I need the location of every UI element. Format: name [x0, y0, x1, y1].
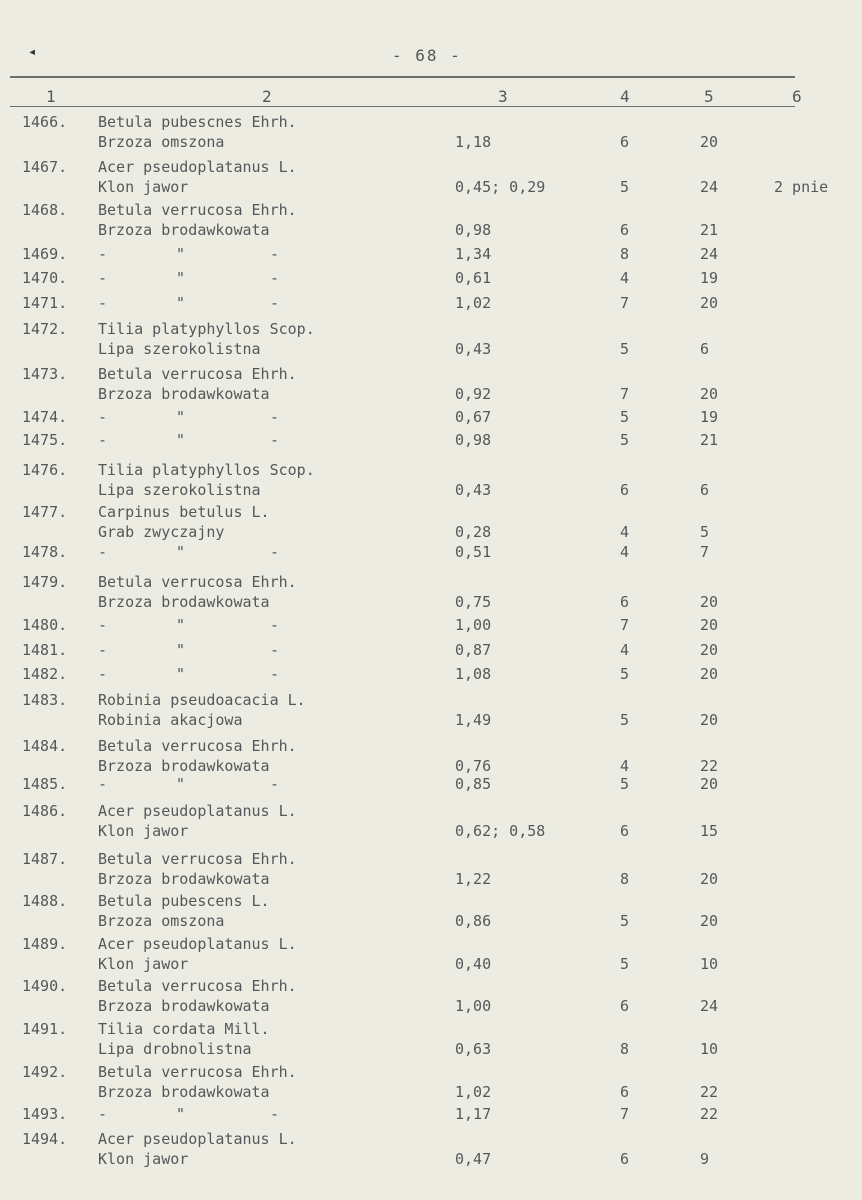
- crown-value: 6: [620, 822, 630, 840]
- height-value: 10: [700, 1040, 719, 1058]
- entry-number: 1475.: [22, 431, 68, 449]
- crown-value: 7: [620, 616, 630, 634]
- ditto-mark: -: [270, 294, 280, 312]
- crown-value: 4: [620, 523, 630, 541]
- ditto-mark: -: [98, 641, 108, 659]
- ditto-mark: -: [270, 1105, 280, 1123]
- trunk-circumference: 0,43: [455, 481, 492, 499]
- ditto-mark: -: [98, 665, 108, 683]
- height-value: 19: [700, 408, 719, 426]
- trunk-circumference: 1,00: [455, 997, 492, 1015]
- entry-number: 1467.: [22, 158, 68, 176]
- trunk-circumference: 1,49: [455, 711, 492, 729]
- entry-number: 1484.: [22, 737, 68, 755]
- entry-number: 1480.: [22, 616, 68, 634]
- height-value: 15: [700, 822, 719, 840]
- species-latin-name: Betula verrucosa Ehrh.: [98, 573, 297, 591]
- ditto-mark: -: [98, 616, 108, 634]
- height-value: 21: [700, 221, 719, 239]
- species-latin-name: Betula verrucosa Ehrh.: [98, 365, 297, 383]
- height-value: 20: [700, 711, 719, 729]
- species-polish-name: Klon jawor: [98, 822, 189, 840]
- species-polish-name: Brzoza omszona: [98, 133, 225, 151]
- species-polish-name: Brzoza brodawkowata: [98, 593, 270, 611]
- species-polish-name: Brzoza brodawkowata: [98, 385, 270, 403]
- height-value: 22: [700, 757, 719, 775]
- height-value: 22: [700, 1105, 719, 1123]
- trunk-circumference: 1,22: [455, 870, 492, 888]
- species-latin-name: Acer pseudoplatanus L.: [98, 802, 297, 820]
- height-value: 20: [700, 616, 719, 634]
- trunk-circumference: 0,28: [455, 523, 492, 541]
- species-polish-name: Brzoza brodawkowata: [98, 757, 270, 775]
- trunk-circumference: 0,98: [455, 221, 492, 239]
- entry-number: 1488.: [22, 892, 68, 910]
- species-latin-name: Betula verrucosa Ehrh.: [98, 737, 297, 755]
- ditto-mark: ": [176, 775, 186, 793]
- trunk-circumference: 1,02: [455, 1083, 492, 1101]
- column-header-3: 3: [498, 87, 508, 106]
- trunk-circumference: 0,76: [455, 757, 492, 775]
- column-header-6: 6: [792, 87, 802, 106]
- ditto-mark: -: [98, 431, 108, 449]
- entry-number: 1482.: [22, 665, 68, 683]
- ditto-mark: -: [270, 269, 280, 287]
- crown-value: 5: [620, 665, 630, 683]
- entry-number: 1491.: [22, 1020, 68, 1038]
- species-polish-name: Klon jawor: [98, 178, 189, 196]
- trunk-circumference: 0,85: [455, 775, 492, 793]
- trunk-circumference: 0,92: [455, 385, 492, 403]
- crown-value: 5: [620, 955, 630, 973]
- ditto-mark: ": [176, 431, 186, 449]
- species-latin-name: Tilia cordata Mill.: [98, 1020, 270, 1038]
- remarks: 2 pnie: [774, 178, 829, 196]
- entry-number: 1483.: [22, 691, 68, 709]
- ditto-mark: -: [98, 408, 108, 426]
- height-value: 20: [700, 912, 719, 930]
- crown-value: 6: [620, 1150, 630, 1168]
- entry-number: 1486.: [22, 802, 68, 820]
- crown-value: 8: [620, 1040, 630, 1058]
- species-latin-name: Betula verrucosa Ehrh.: [98, 850, 297, 868]
- entry-number: 1494.: [22, 1130, 68, 1148]
- entry-number: 1470.: [22, 269, 68, 287]
- species-latin-name: Robinia pseudoacacia L.: [98, 691, 306, 709]
- entry-number: 1474.: [22, 408, 68, 426]
- entry-number: 1466.: [22, 113, 68, 131]
- crown-value: 5: [620, 408, 630, 426]
- height-value: 20: [700, 133, 719, 151]
- species-polish-name: Brzoza brodawkowata: [98, 997, 270, 1015]
- trunk-circumference: 0,62; 0,58: [455, 822, 546, 840]
- crown-value: 8: [620, 870, 630, 888]
- species-polish-name: Grab zwyczajny: [98, 523, 225, 541]
- crown-value: 6: [620, 221, 630, 239]
- height-value: 20: [700, 775, 719, 793]
- ditto-mark: -: [98, 775, 108, 793]
- ditto-mark: ": [176, 543, 186, 561]
- species-polish-name: Klon jawor: [98, 1150, 189, 1168]
- crown-value: 7: [620, 385, 630, 403]
- ditto-mark: -: [270, 665, 280, 683]
- crown-value: 5: [620, 775, 630, 793]
- stray-mark: ◂: [28, 44, 37, 60]
- entry-number: 1478.: [22, 543, 68, 561]
- entry-number: 1471.: [22, 294, 68, 312]
- ditto-mark: -: [98, 543, 108, 561]
- trunk-circumference: 1,08: [455, 665, 492, 683]
- trunk-circumference: 0,40: [455, 955, 492, 973]
- crown-value: 7: [620, 1105, 630, 1123]
- trunk-circumference: 1,00: [455, 616, 492, 634]
- ditto-mark: ": [176, 294, 186, 312]
- crown-value: 6: [620, 133, 630, 151]
- ditto-mark: -: [270, 641, 280, 659]
- species-latin-name: Tilia platyphyllos Scop.: [98, 320, 315, 338]
- trunk-circumference: 1,18: [455, 133, 492, 151]
- entry-number: 1472.: [22, 320, 68, 338]
- trunk-circumference: 1,34: [455, 245, 492, 263]
- height-value: 20: [700, 385, 719, 403]
- height-value: 21: [700, 431, 719, 449]
- species-polish-name: Brzoza brodawkowata: [98, 870, 270, 888]
- height-value: 5: [700, 523, 710, 541]
- ditto-mark: ": [176, 269, 186, 287]
- ditto-mark: ": [176, 1105, 186, 1123]
- crown-value: 4: [620, 543, 630, 561]
- entry-number: 1492.: [22, 1063, 68, 1081]
- column-header-5: 5: [704, 87, 714, 106]
- species-polish-name: Brzoza omszona: [98, 912, 225, 930]
- ditto-mark: -: [270, 543, 280, 561]
- trunk-circumference: 0,75: [455, 593, 492, 611]
- ditto-mark: ": [176, 245, 186, 263]
- ditto-mark: -: [270, 431, 280, 449]
- ditto-mark: -: [98, 269, 108, 287]
- height-value: 24: [700, 245, 719, 263]
- entry-number: 1479.: [22, 573, 68, 591]
- ditto-mark: -: [270, 775, 280, 793]
- height-value: 24: [700, 997, 719, 1015]
- species-latin-name: Acer pseudoplatanus L.: [98, 158, 297, 176]
- entry-number: 1476.: [22, 461, 68, 479]
- ditto-mark: -: [98, 294, 108, 312]
- entry-number: 1493.: [22, 1105, 68, 1123]
- trunk-circumference: 1,17: [455, 1105, 492, 1123]
- page-number: - 68 -: [392, 46, 462, 65]
- height-value: 6: [700, 340, 710, 358]
- trunk-circumference: 0,45; 0,29: [455, 178, 546, 196]
- species-latin-name: Betula verrucosa Ehrh.: [98, 977, 297, 995]
- height-value: 24: [700, 178, 719, 196]
- height-value: 22: [700, 1083, 719, 1101]
- crown-value: 6: [620, 593, 630, 611]
- height-value: 20: [700, 641, 719, 659]
- column-header-1: 1: [46, 87, 56, 106]
- trunk-circumference: 0,98: [455, 431, 492, 449]
- height-value: 10: [700, 955, 719, 973]
- crown-value: 5: [620, 340, 630, 358]
- species-latin-name: Betula verrucosa Ehrh.: [98, 1063, 297, 1081]
- height-value: 7: [700, 543, 710, 561]
- ditto-mark: ": [176, 408, 186, 426]
- header-rule-top: [10, 76, 795, 78]
- species-latin-name: Betula pubescnes Ehrh.: [98, 113, 297, 131]
- crown-value: 4: [620, 641, 630, 659]
- species-latin-name: Betula verrucosa Ehrh.: [98, 201, 297, 219]
- crown-value: 6: [620, 997, 630, 1015]
- entry-number: 1490.: [22, 977, 68, 995]
- ditto-mark: ": [176, 641, 186, 659]
- entry-number: 1477.: [22, 503, 68, 521]
- ditto-mark: -: [98, 245, 108, 263]
- trunk-circumference: 0,51: [455, 543, 492, 561]
- trunk-circumference: 0,63: [455, 1040, 492, 1058]
- entry-number: 1481.: [22, 641, 68, 659]
- height-value: 9: [700, 1150, 710, 1168]
- crown-value: 4: [620, 757, 630, 775]
- species-polish-name: Klon jawor: [98, 955, 189, 973]
- trunk-circumference: 0,67: [455, 408, 492, 426]
- crown-value: 5: [620, 178, 630, 196]
- trunk-circumference: 0,43: [455, 340, 492, 358]
- trunk-circumference: 0,47: [455, 1150, 492, 1168]
- entry-number: 1485.: [22, 775, 68, 793]
- species-latin-name: Acer pseudoplatanus L.: [98, 1130, 297, 1148]
- species-polish-name: Brzoza brodawkowata: [98, 1083, 270, 1101]
- ditto-mark: -: [270, 616, 280, 634]
- crown-value: 6: [620, 481, 630, 499]
- trunk-circumference: 0,87: [455, 641, 492, 659]
- ditto-mark: -: [98, 1105, 108, 1123]
- species-polish-name: Lipa szerokolistna: [98, 481, 261, 499]
- ditto-mark: -: [270, 408, 280, 426]
- header-rule-bottom: [10, 106, 795, 107]
- ditto-mark: -: [270, 245, 280, 263]
- crown-value: 5: [620, 912, 630, 930]
- crown-value: 7: [620, 294, 630, 312]
- column-header-4: 4: [620, 87, 630, 106]
- crown-value: 5: [620, 431, 630, 449]
- entry-number: 1469.: [22, 245, 68, 263]
- height-value: 20: [700, 665, 719, 683]
- column-header-2: 2: [262, 87, 272, 106]
- ditto-mark: ": [176, 665, 186, 683]
- crown-value: 4: [620, 269, 630, 287]
- crown-value: 5: [620, 711, 630, 729]
- height-value: 20: [700, 294, 719, 312]
- height-value: 20: [700, 870, 719, 888]
- species-polish-name: Lipa drobnolistna: [98, 1040, 252, 1058]
- ditto-mark: ": [176, 616, 186, 634]
- trunk-circumference: 0,61: [455, 269, 492, 287]
- species-latin-name: Carpinus betulus L.: [98, 503, 270, 521]
- height-value: 20: [700, 593, 719, 611]
- entry-number: 1473.: [22, 365, 68, 383]
- height-value: 19: [700, 269, 719, 287]
- species-polish-name: Brzoza brodawkowata: [98, 221, 270, 239]
- trunk-circumference: 1,02: [455, 294, 492, 312]
- species-latin-name: Betula pubescens L.: [98, 892, 270, 910]
- species-latin-name: Acer pseudoplatanus L.: [98, 935, 297, 953]
- entry-number: 1468.: [22, 201, 68, 219]
- crown-value: 8: [620, 245, 630, 263]
- entry-number: 1489.: [22, 935, 68, 953]
- crown-value: 6: [620, 1083, 630, 1101]
- height-value: 6: [700, 481, 710, 499]
- species-latin-name: Tilia platyphyllos Scop.: [98, 461, 315, 479]
- species-polish-name: Lipa szerokolistna: [98, 340, 261, 358]
- trunk-circumference: 0,86: [455, 912, 492, 930]
- species-polish-name: Robinia akacjowa: [98, 711, 243, 729]
- entry-number: 1487.: [22, 850, 68, 868]
